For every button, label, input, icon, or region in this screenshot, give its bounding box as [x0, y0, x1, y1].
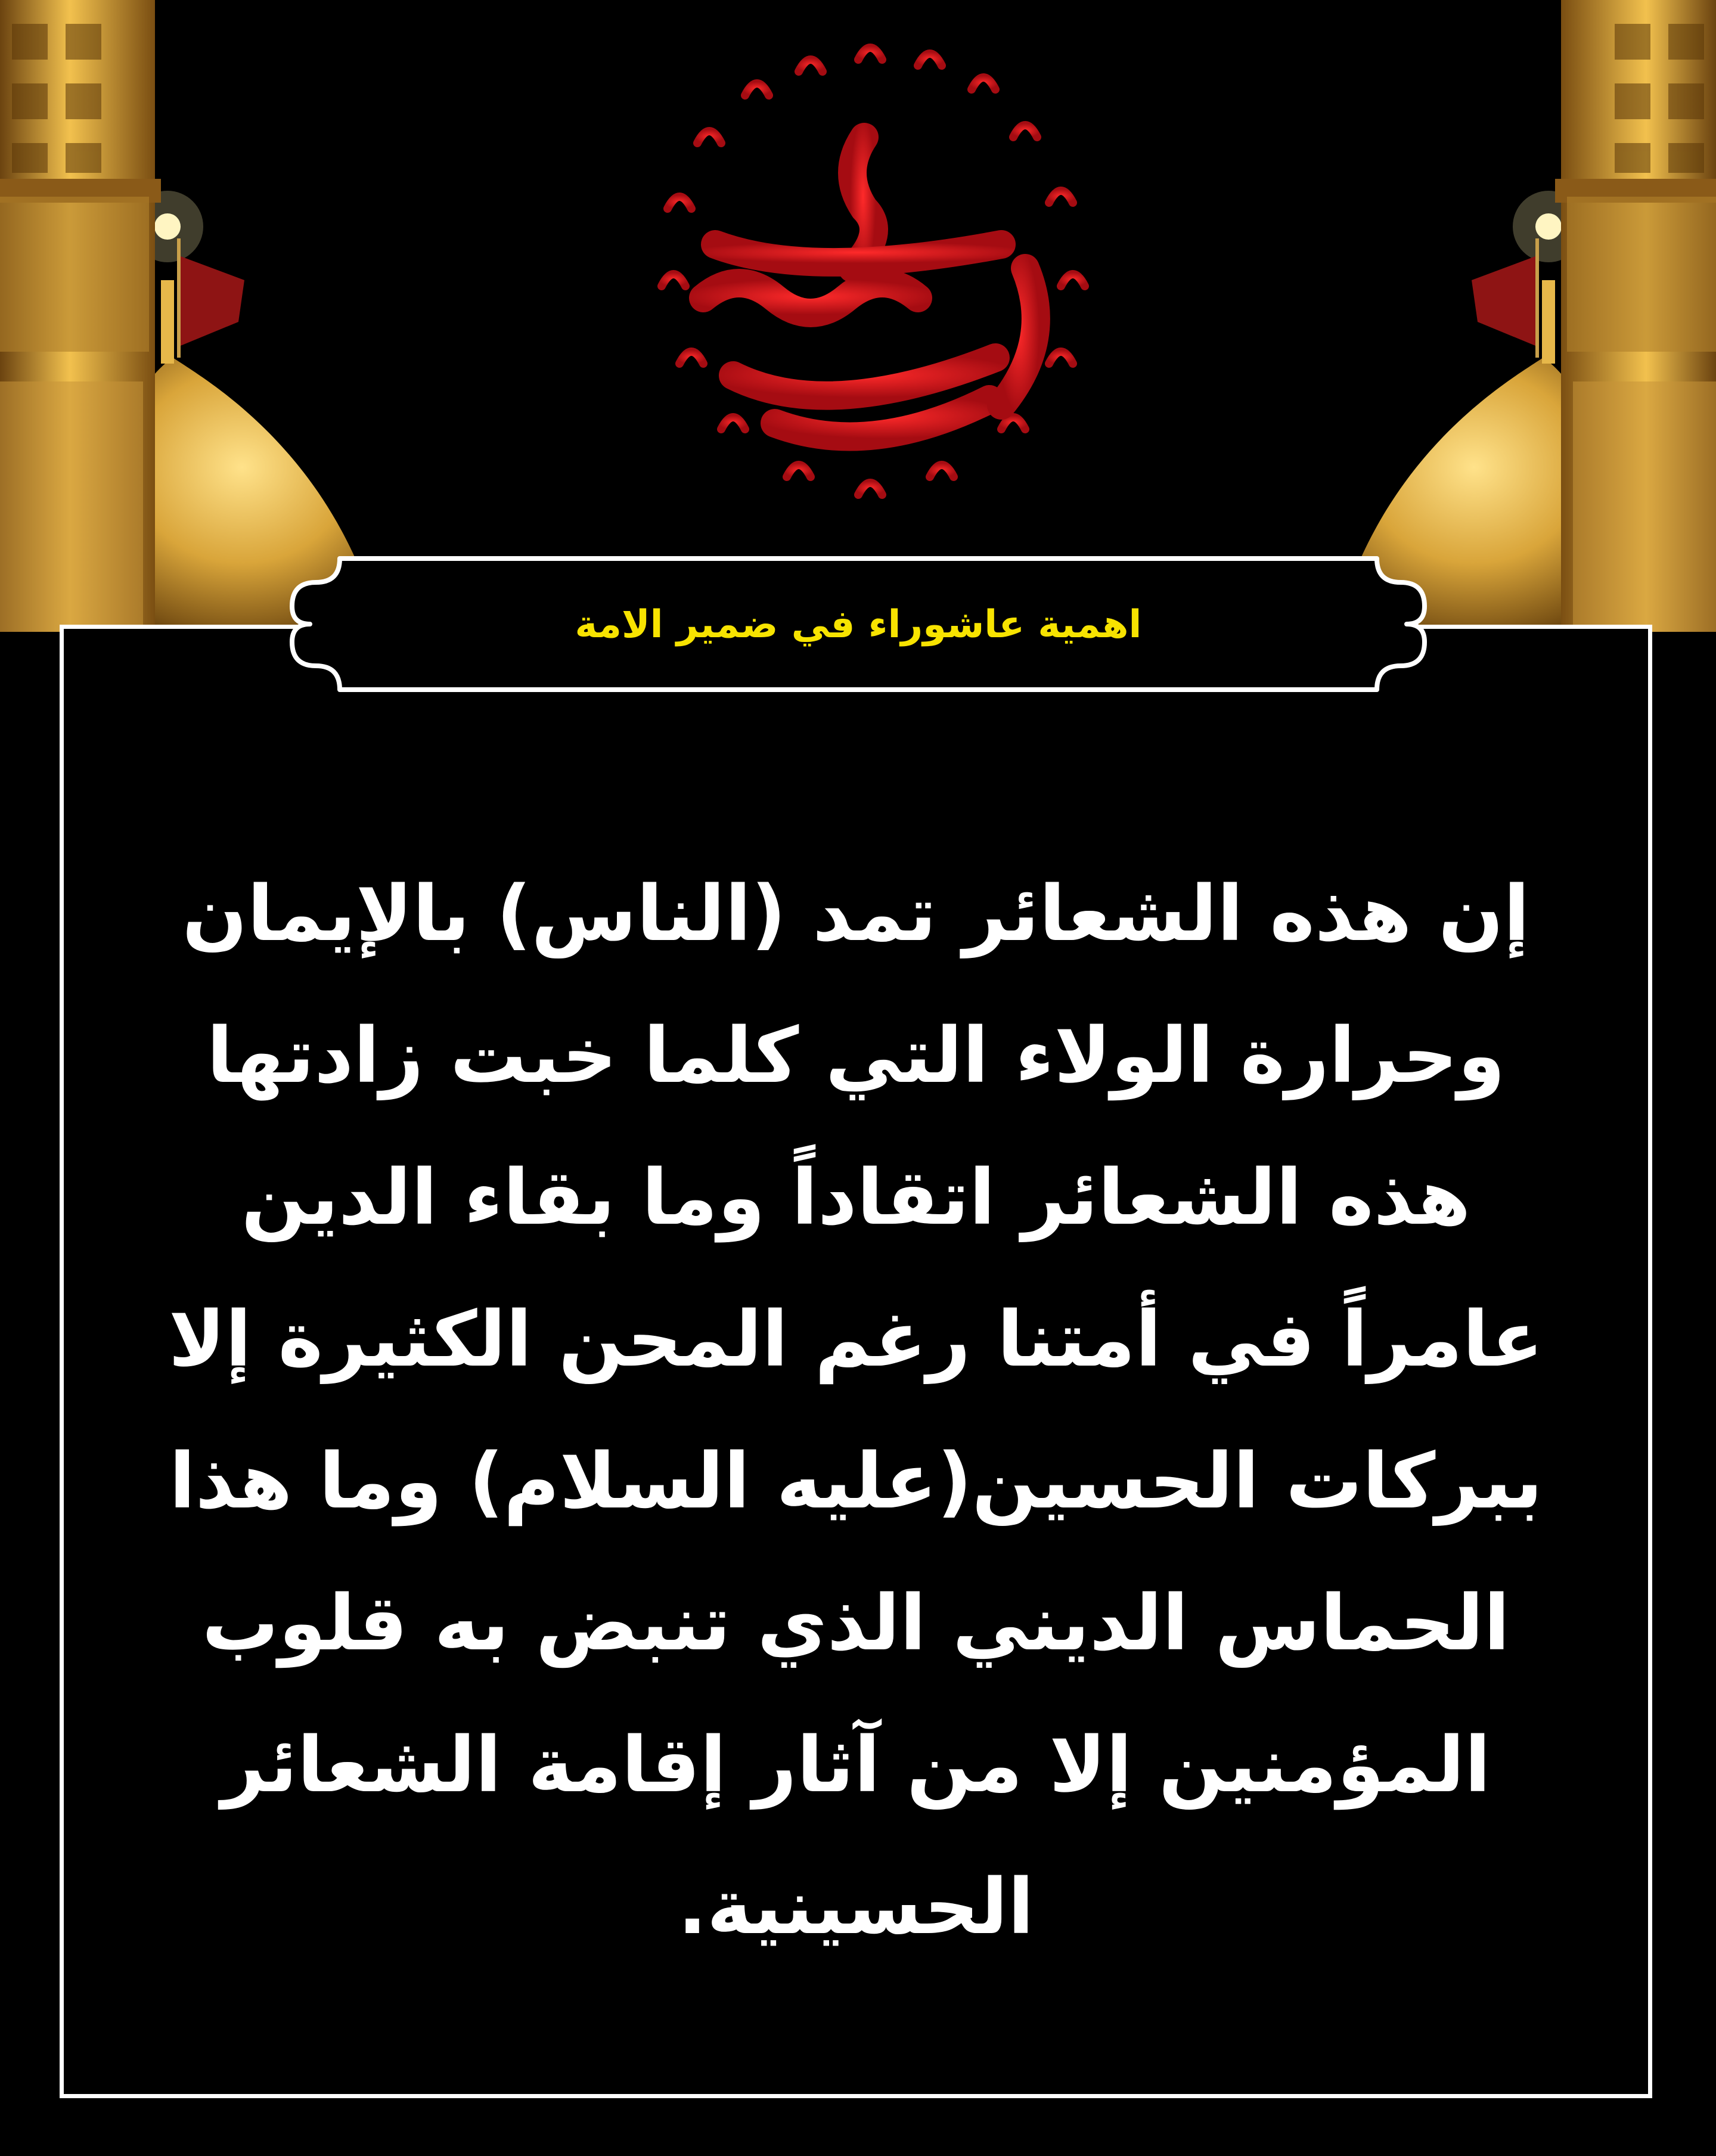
right-shrine-illustration [1335, 0, 1716, 632]
minaret-icon [0, 0, 161, 632]
left-shrine-illustration [0, 0, 381, 632]
banner-title: اهمية عاشوراء في ضمير الامة [575, 602, 1142, 647]
ashura-calligraphy-logo [596, 18, 1121, 542]
title-banner [256, 551, 1460, 697]
content-panel [60, 625, 1652, 2098]
body-paragraph: إن هذه الشعائر تمد (الناس) بالإيمان وحرارة الولاء التي كلما خبت زادتها هذه الشعائر اتقاداً وما بقاء الدين عامراً في أمتنا رغم المحن الكثيرة إلا ببركات الحسين(عليه السلام) وما هذا الحماس الديني الذي تنبض به قلوب المؤمنين إلا من آثار إقامة الشعائر الحسينية. [168, 870, 1544, 1952]
minaret-icon [1555, 0, 1716, 632]
